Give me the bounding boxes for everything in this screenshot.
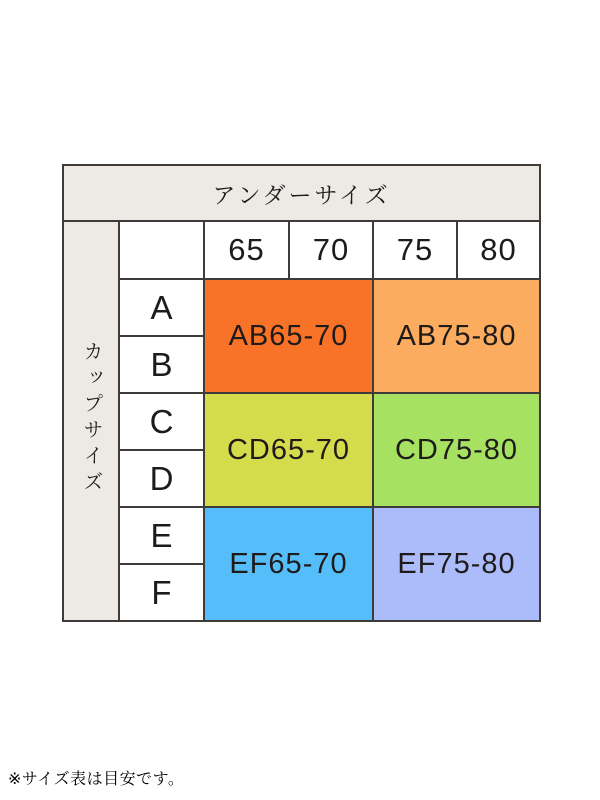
cup-size-d: D [119,450,204,507]
under-size-65: 65 [204,221,289,279]
cup-size-a: A [119,279,204,336]
cup-size-f: F [119,564,204,621]
cup-size-e: E [119,507,204,564]
size-cell-ab65-70: AB65-70 [204,279,373,393]
under-size-70: 70 [289,221,373,279]
size-cell-ef65-70: EF65-70 [204,507,373,621]
size-cell-ab75-80: AB75-80 [373,279,540,393]
size-chart-table [62,164,541,622]
cup-size-label: カップサイズ [80,340,102,497]
size-cell-cd65-70: CD65-70 [204,393,373,507]
cup-size-b: B [119,336,204,393]
under-size-header: アンダーサイズ [63,165,540,221]
corner-cell [119,221,204,279]
under-size-80: 80 [457,221,540,279]
size-cell-cd75-80: CD75-80 [373,393,540,507]
under-size-75: 75 [373,221,457,279]
cup-size-c: C [119,393,204,450]
size-chart-disclaimer: ※サイズ表は目安です。 [8,771,185,788]
size-cell-ef75-80: EF75-80 [373,507,540,621]
cup-size-header [63,221,119,621]
